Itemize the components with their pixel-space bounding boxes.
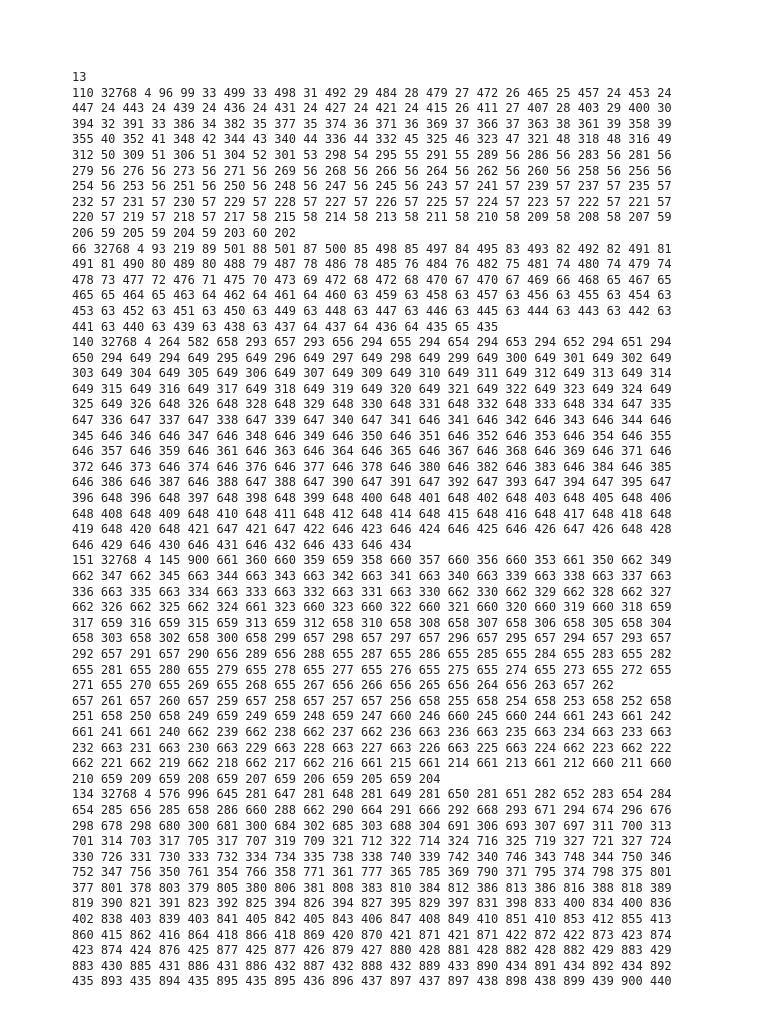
text-line: 655 281 655 280 655 279 655 278 655 277 655 276 655 275 655 274 655 273 655 272 655 [72, 662, 672, 677]
text-line: 210 659 209 659 208 659 207 659 206 659 205 659 204 [72, 771, 441, 786]
text-line: 441 63 440 63 439 63 438 63 437 64 437 64 436 64 435 65 435 [72, 319, 499, 334]
text-line: 254 56 253 56 251 56 250 56 248 56 247 56 245 56 243 57 241 57 239 57 237 57 235 57 [72, 179, 672, 194]
text-line: 271 655 270 655 269 655 268 655 267 656 266 656 265 656 264 656 263 657 262 [72, 678, 614, 693]
text-line: 13 [72, 70, 87, 84]
text-line: 819 390 821 391 823 392 825 394 826 394 827 395 829 397 831 398 833 400 834 400 836 [72, 896, 672, 911]
text-line: 646 357 646 359 646 361 646 363 646 364 646 365 646 367 646 368 646 369 646 371 646 [72, 444, 672, 459]
text-line: 662 347 662 345 663 344 663 343 663 342 663 341 663 340 663 339 663 338 663 337 663 [72, 569, 672, 583]
text-line: 648 408 648 409 648 410 648 411 648 412 648 414 648 415 648 416 648 417 648 418 648 [72, 506, 672, 521]
text-line: 206 59 205 59 204 59 203 60 202 [72, 225, 296, 240]
text-line: 110 32768 4 96 99 33 499 33 498 31 492 29 484 28 479 27 472 26 465 25 457 24 453 24 [72, 85, 672, 100]
text-line: 752 347 756 350 761 354 766 358 771 361 777 365 785 369 790 371 795 374 798 375 801 [72, 865, 672, 880]
text-line: 649 315 649 316 649 317 649 318 649 319 649 320 649 321 649 322 649 323 649 324 649 [72, 381, 672, 396]
text-line: 646 429 646 430 646 431 646 432 646 433 646 434 [72, 537, 412, 552]
text-line: 646 386 646 387 646 388 647 388 647 390 647 391 647 392 647 393 647 394 647 395 647 [72, 475, 672, 490]
text-line: 658 303 658 302 658 300 658 299 657 298 657 297 657 296 657 295 657 294 657 293 657 [72, 631, 672, 646]
text-line: 298 678 298 680 300 681 300 684 302 685 303 688 304 691 306 693 307 697 311 700 313 [72, 818, 672, 833]
text-line: 701 314 703 317 705 317 707 319 709 321 712 322 714 324 716 325 719 327 721 327 724 [72, 834, 672, 849]
text-line: 345 646 346 646 347 646 348 646 349 646 350 646 351 646 352 646 353 646 354 646 355 [72, 428, 672, 443]
text-line: 140 32768 4 264 582 658 293 657 293 656 294 655 294 654 294 653 294 652 294 651 294 [72, 335, 672, 350]
text-line: 220 57 219 57 218 57 217 58 215 58 214 58 213 58 211 58 210 58 209 58 208 58 207 59 [72, 210, 672, 225]
text-line: 279 56 276 56 273 56 271 56 269 56 268 56 266 56 264 56 262 56 260 56 258 56 256 56 [72, 163, 672, 178]
text-line: 396 648 396 648 397 648 398 648 399 648 400 648 401 648 402 648 403 648 405 648 406 [72, 491, 672, 506]
text-line: 312 50 309 51 306 51 304 52 301 53 298 54 295 55 291 55 289 56 286 56 283 56 281 56 [72, 147, 672, 162]
text-line: 232 663 231 663 230 663 229 663 228 663 227 663 226 663 225 663 224 662 223 662 222 [72, 740, 672, 755]
text-line: 647 336 647 337 647 338 647 339 647 340 647 341 646 341 646 342 646 343 646 344 646 [72, 413, 672, 428]
text-line: 478 73 477 72 476 71 475 70 473 69 472 68 472 68 470 67 470 67 469 66 468 65 467 65 [72, 272, 672, 287]
text-line: 465 65 464 65 463 64 462 64 461 64 460 63 459 63 458 63 457 63 456 63 455 63 454 63 [72, 288, 672, 303]
text-line: 662 326 662 325 662 324 661 323 660 323 660 322 660 321 660 320 660 319 660 318 659 [72, 600, 672, 615]
text-line: 447 24 443 24 439 24 436 24 431 24 427 24 421 24 415 26 411 27 407 28 403 29 400 30 [72, 101, 672, 116]
text-line: 453 63 452 63 451 63 450 63 449 63 448 63 447 63 446 63 445 63 444 63 443 63 442 63 [72, 303, 672, 318]
text-line: 134 32768 4 576 996 645 281 647 281 648 281 649 281 650 281 651 282 652 283 654 284 [72, 787, 672, 802]
text-line: 66 32768 4 93 219 89 501 88 501 87 500 85 498 85 497 84 495 83 493 82 492 82 491 81 [72, 241, 672, 256]
text-line: 402 838 403 839 403 841 405 842 405 843 406 847 408 849 410 851 410 853 412 855 413 [72, 912, 672, 927]
text-line: 303 649 304 649 305 649 306 649 307 649 309 649 310 649 311 649 312 649 313 649 314 [72, 366, 672, 381]
text-line: 657 261 657 260 657 259 657 258 657 257 657 256 658 255 658 254 658 253 658 252 658 [72, 693, 672, 708]
text-line: 650 294 649 294 649 295 649 296 649 297 649 298 649 299 649 300 649 301 649 302 649 [72, 350, 672, 365]
text-line: 292 657 291 657 290 656 289 656 288 655 287 655 286 655 285 655 284 655 283 655 282 [72, 646, 672, 661]
text-line: 662 221 662 219 662 218 662 217 662 216 661 215 661 214 661 213 661 212 660 211 660 [72, 756, 672, 771]
text-line: 377 801 378 803 379 805 380 806 381 808 383 810 384 812 386 813 386 816 388 818 389 [72, 880, 672, 895]
text-line: 435 893 435 894 435 895 435 895 436 896 437 897 437 897 438 898 438 899 439 900 440 [72, 974, 672, 989]
text-line: 330 726 331 730 333 732 334 734 335 738 338 740 339 742 340 746 343 748 344 750 346 [72, 849, 672, 864]
text-line: 654 285 656 285 658 286 660 288 662 290 664 291 666 292 668 293 671 294 674 296 676 [72, 802, 672, 817]
text-line: 423 874 424 876 425 877 425 877 426 879 427 880 428 881 428 882 428 882 429 883 429 [72, 943, 672, 958]
text-line: 661 241 661 240 662 239 662 238 662 237 662 236 663 236 663 235 663 234 663 233 663 [72, 724, 672, 739]
text-line: 491 81 490 80 489 80 488 79 487 78 486 78 485 76 484 76 482 75 481 74 480 74 479 74 [72, 257, 672, 272]
text-line: 355 40 352 41 348 42 344 43 340 44 336 44 332 45 325 46 323 47 321 48 318 48 316 49 [72, 132, 672, 147]
text-line: 372 646 373 646 374 646 376 646 377 646 378 646 380 646 382 646 383 646 384 646 385 [72, 459, 672, 474]
text-line: 317 659 316 659 315 659 313 659 312 658 310 658 308 658 307 658 306 658 305 658 304 [72, 615, 672, 630]
text-line: 419 648 420 648 421 647 421 647 422 646 423 646 424 646 425 646 426 647 426 648 428 [72, 522, 672, 537]
text-line: 394 32 391 33 386 34 382 35 377 35 374 36 371 36 369 37 366 37 363 38 361 39 358 39 [72, 116, 672, 131]
text-line: 251 658 250 658 249 659 249 659 248 659 247 660 246 660 245 660 244 661 243 661 242 [72, 709, 672, 724]
text-line: 883 430 885 431 886 431 886 432 887 432 888 432 889 433 890 434 891 434 892 434 892 [72, 958, 672, 973]
number-listing [72, 70, 702, 990]
text-line: 232 57 231 57 230 57 229 57 228 57 227 57 226 57 225 57 224 57 223 57 222 57 221 57 [72, 194, 672, 209]
text-line: 336 663 335 663 334 663 333 663 332 663 331 663 330 662 330 662 329 662 328 662 327 [72, 584, 672, 599]
text-line: 860 415 862 416 864 418 866 418 869 420 870 421 871 421 871 422 872 422 873 423 874 [72, 927, 672, 942]
text-line: 151 32768 4 145 900 661 360 660 359 659 358 660 357 660 356 660 353 661 350 662 349 [72, 553, 672, 568]
text-line: 325 649 326 648 326 648 328 648 329 648 330 648 331 648 332 648 333 648 334 647 335 [72, 397, 672, 412]
